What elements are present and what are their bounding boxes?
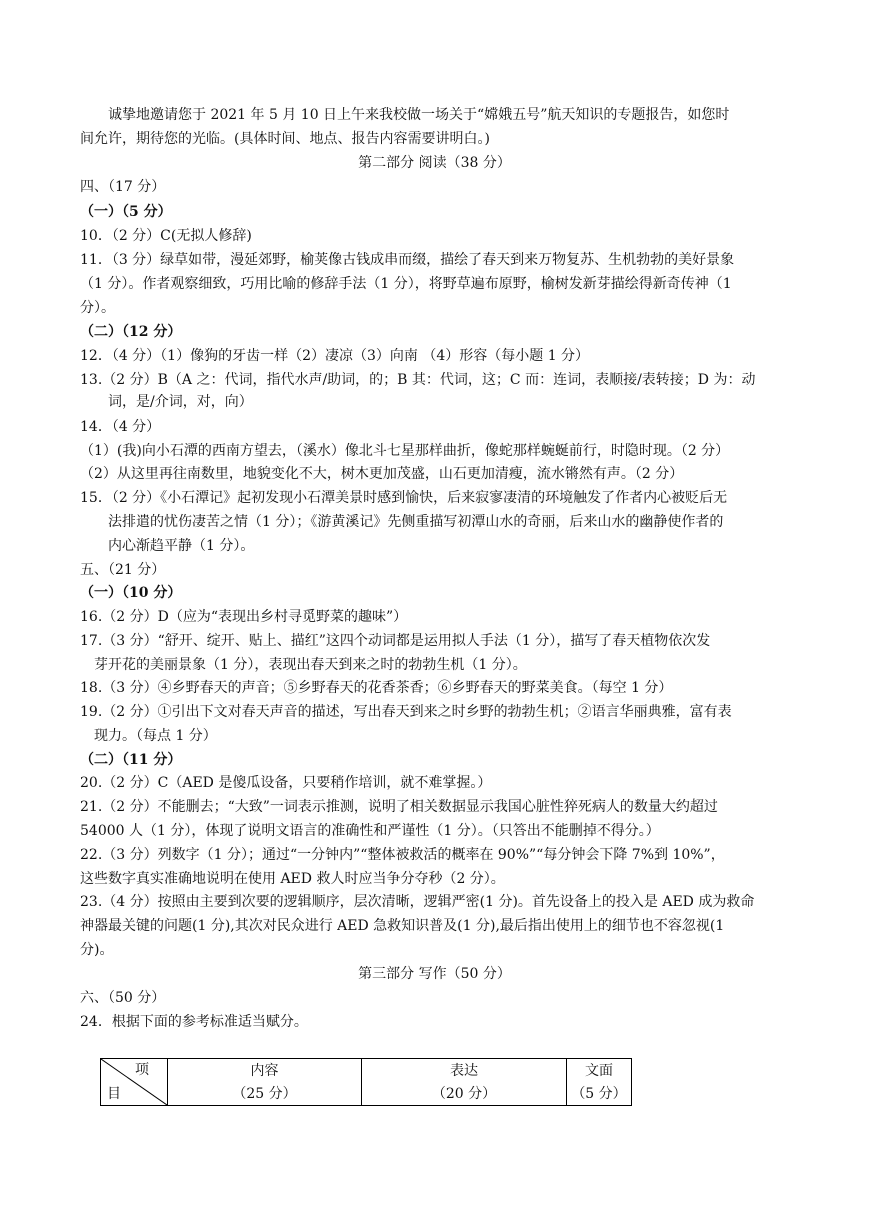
answer-line: 现力。（每点 1 分） [94,728,217,744]
answer-line: 这些数字真实准确地说明在使用 AED 救人时应当争分夺秒（2 分）。 [80,871,505,887]
table-cell: （20 分） [362,1082,567,1106]
answer-line: 18.（3 分）④乡野春天的声音；⑤乡野春天的花香茶香；⑥乡野春天的野菜美食。（每空 1 分） [80,680,673,696]
section-heading: 四、（17 分） [80,179,166,195]
paragraph-line: 诚挚地邀请您于 2021 年 5 月 10 日上午来我校做一场关于“嫦娥五号”航天知识的专题报告，如您时 [108,107,730,123]
answer-line: 15．（2 分）《小石潭记》起初发现小石潭美景时感到愉快，后来寂寥凄清的环境触发了作者内心被贬后无 [80,490,728,506]
section-title: 第三部分 写作（50 分） [358,966,511,982]
corner-bottom-label: 目 [107,1086,121,1102]
answer-line: 22.（3 分）列数字（1 分）；通过“一分钟内”“整体被救活的概率在 90%”“每分钟会下降 7%到 10%”， [80,847,725,863]
subsection-heading: （二）（11 分） [80,752,182,768]
answer-line: 12．（4 分）（1）像狗的牙齿一样（2）凄凉（3）向南 （4）形容（每小题 1 分） [80,348,590,364]
table-header: 表达 [362,1059,567,1083]
answer-line: 54000 人（1 分），体现了说明文语言的准确性和严谨性（1 分）。（只答出不能删掉不得分。） [80,823,660,839]
table-row [101,1082,632,1106]
answer-line: 16.（2 分）D（应为“表现出乡村寻觅野菜的趣味”） [80,609,408,625]
answer-line: 14．（4 分） [80,419,161,435]
table-row [101,1059,632,1083]
table-cell: （5 分） [567,1082,632,1106]
answer-line: 21.（2 分）不能删去；“大致”一词表示推测，说明了相关数据显示我国心脏性猝死病人的数量大约超过 [80,799,718,815]
answer-line: 10．（2 分）C(无拟人修辞) [80,228,252,244]
subsection-heading: （一）（5 分） [80,204,172,220]
answer-line: 24．根据下面的参考标准适当赋分。 [80,1014,308,1030]
answer-line: 词，是/介词，对，向） [108,394,253,410]
section-heading: 五、（21 分） [80,562,166,578]
table-header: 内容 [168,1059,362,1083]
answer-line: 神器最关键的问题(1 分),其次对民众进行 AED 急救知识普及(1 分),最后指出使用上的细节也不容忽视(1 [80,918,725,934]
answer-line: 23.（4 分）按照由主要到次要的逻辑顺序，层次清晰，逻辑严密(1 分)。首先设备上的投入是 AED 成为救命 [80,894,755,910]
subsection-heading: （二）（12 分） [80,324,182,340]
section-heading: 六、（50 分） [80,990,166,1006]
answer-line: 20.（2 分）C（AED 是傻瓜设备，只要稍作培训，就不难掌握。） [80,775,492,791]
answer-line: 13.（2 分）B（A 之：代词，指代水声/助词，的；B 其：代词，这；C 而：连词，表顺接/表转接；D 为：动 [80,372,756,388]
answer-line: 17.（3 分）“舒开、绽开、贴上、描红”这四个动词都是运用拟人手法（1 分），描写了春天植物依次发 [80,633,711,649]
answer-line: 法排遣的忧伤凄苦之情（1 分）；《游黄溪记》先侧重描写初潭山水的奇丽，后来山水的幽静使作者的 [108,514,724,530]
answer-line: （1）(我)向小石潭的西南方望去，（溪水）像北斗七星那样曲折，像蛇那样蜿蜒前行，时隐时现。（2 分） [80,443,730,459]
answer-line: 分）。 [80,300,115,316]
paragraph-line: 间允许，期待您的光临。(具体时间、地点、报告内容需要讲明白。) [80,131,490,147]
answer-line: 19.（2 分）①引出下文对春天声音的描述，写出春天到来之时乡野的勃勃生机；②语言华丽典雅，富有表 [80,704,732,720]
answer-line: 11．（3 分）绿草如带，漫延郊野，榆荚像古钱成串而缀，描绘了春天到来万物复苏、生机勃勃的美好景象 [80,252,735,268]
corner-cell [101,1059,168,1106]
section-title: 第二部分 阅读（38 分） [358,155,511,171]
answer-line: 分)。 [80,942,114,958]
corner-top-label: 项 [135,1062,149,1078]
answer-line: （1 分）。作者观察细致，巧用比喻的修辞手法（1 分），将野草遍布原野，榆树发新芽描绘得新奇传神（1 [80,276,732,292]
answer-line: 内心渐趋平静（1 分）。 [108,538,255,554]
table-cell: （25 分） [168,1082,362,1106]
table-header: 文面 [567,1059,632,1083]
subsection-heading: （一）（10 分） [80,585,182,601]
scoring-table [100,1058,632,1106]
answer-line: （2）从这里再往南数里，地貌变化不大，树木更加茂盛，山石更加清瘦，流水锵然有声。（2 分） [80,466,684,482]
answer-line: 芽开花的美丽景象（1 分），表现出春天到来之时的勃勃生机（1 分）。 [94,657,527,673]
